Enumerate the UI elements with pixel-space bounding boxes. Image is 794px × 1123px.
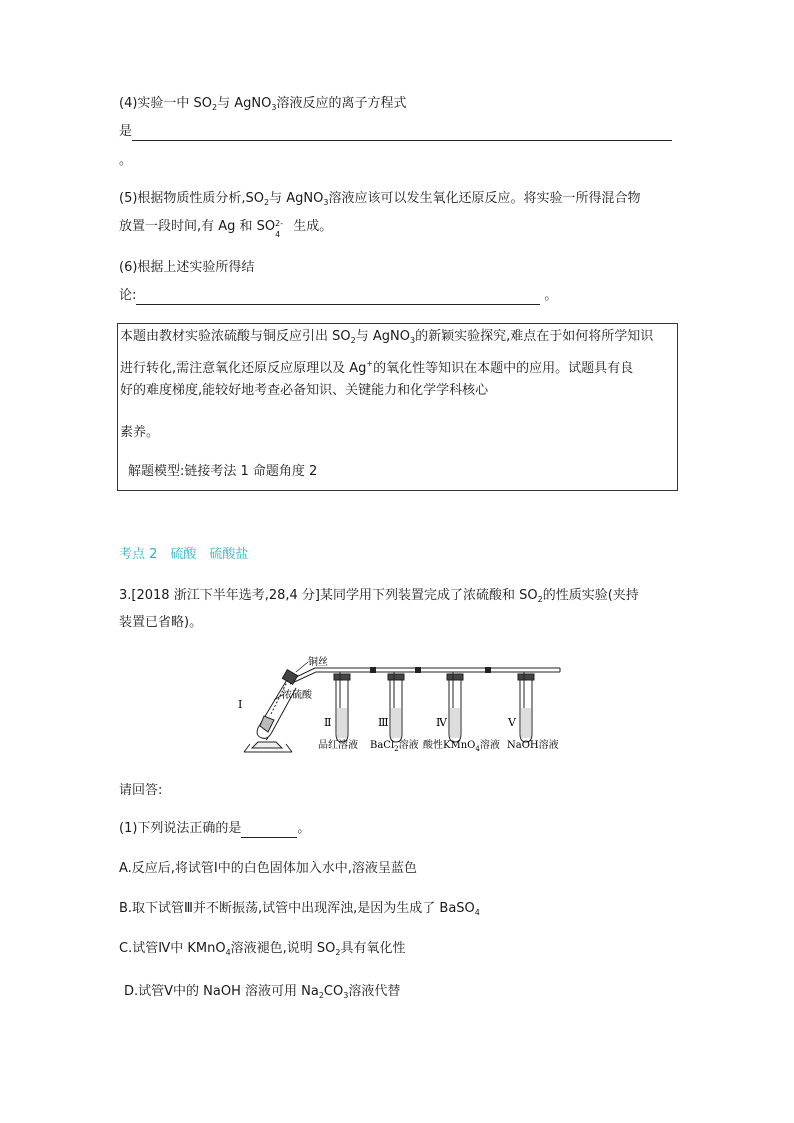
q4-line2: 是 <box>119 123 672 141</box>
label-tube-5: Ⅴ <box>508 716 516 729</box>
option-a: A.反应后,将试管Ⅰ中的白色固体加入水中,溶液呈蓝色 <box>119 861 417 876</box>
test-tube-4 <box>447 672 463 742</box>
label-solution-5: NaOH溶液 <box>507 740 559 751</box>
label-copper-wire: 铜丝 <box>308 657 328 668</box>
analysis-line1: 本题由教材实验浓硫酸与铜反应引出 $SO_2$与 AgNO$_3$的新颖实验探究,难点在于如何将所学知识 <box>120 329 654 345</box>
section-heading: 考点 2 硫酸 硫酸盐 <box>119 547 249 562</box>
sub1-stem: (1)下列说法正确的是 。 <box>119 821 311 836</box>
prompt: 请回答: <box>119 783 163 798</box>
test-tube-1 <box>257 670 298 739</box>
test-tube-2 <box>334 672 350 742</box>
apparatus-figure <box>230 656 570 754</box>
label-tube-4: Ⅳ <box>436 716 447 729</box>
option-b: B.取下试管Ⅲ并不断振荡,试管中出现浑浊,是因为生成了 BaSO$_4$ <box>119 901 480 917</box>
test-tube-3 <box>388 672 404 742</box>
q4-line3: 。 <box>119 153 133 168</box>
q3-line1: 3.[2018 浙江下半年选考,28,4 分]某同学用下列装置完成了浓硫酸和 $SO_2$的性质实验(夹持 <box>119 588 639 604</box>
q3-line2: 装置已省略)。 <box>119 615 203 630</box>
analysis-line2: 进行转化,需注意氧化还原反应原理以及 Ag+的氧化性等知识在本题中的应用。试题具有良 <box>120 359 634 376</box>
q5-line1: (5)根据物质性质分析$,SO_2$与 AgNO$_3$溶液应该可以发生氧化还原反应。将实验一所得混合物 <box>119 191 641 207</box>
option-c: C.试管Ⅳ中 KMnO$_4$溶液褪色,说明 $SO_2$具有氧化性 <box>119 941 406 957</box>
q4-line1: (4)实验一中 $SO_2$与 AgNO$_3$溶液反应的离子方程式 <box>119 96 407 112</box>
analysis-line4: 素养。 <box>120 425 160 440</box>
q6-line2: 论: 。 <box>119 288 558 303</box>
analysis-solution-model: 解题模型:链接考法 1 命题角度 2 <box>128 464 318 479</box>
label-tube-2: Ⅱ <box>324 716 332 729</box>
test-tube-5 <box>518 672 534 742</box>
q6-line1: (6)根据上述实验所得结 <box>119 260 255 275</box>
answer-blank-sub1[interactable] <box>241 823 297 838</box>
label-solution-4: 酸性KMnO$_4$溶液 <box>423 740 500 753</box>
analysis-box <box>117 323 678 491</box>
label-tube-3: Ⅲ <box>378 716 389 729</box>
option-d: D.试管Ⅴ中的 NaOH 溶液可用 $Na_2CO_3$溶液代替 <box>124 984 401 1000</box>
answer-blank-q6[interactable] <box>136 290 540 305</box>
label-conc-sulfuric-acid: 浓硫酸 <box>282 690 312 701</box>
answer-blank-q4[interactable] <box>132 126 672 141</box>
alcohol-burner <box>244 738 292 752</box>
label-solution-2: 品红溶液 <box>318 740 358 751</box>
analysis-line3: 好的难度梯度,能较好地考查必备知识、关键能力和化学学科核心 <box>120 383 489 398</box>
label-tube-1: Ⅰ <box>238 698 243 711</box>
label-solution-3: BaCl$_2$溶液 <box>370 740 419 753</box>
q5-line2: 放置一段时间,有 Ag 和 SO 4 2- 生成。 <box>119 218 333 239</box>
